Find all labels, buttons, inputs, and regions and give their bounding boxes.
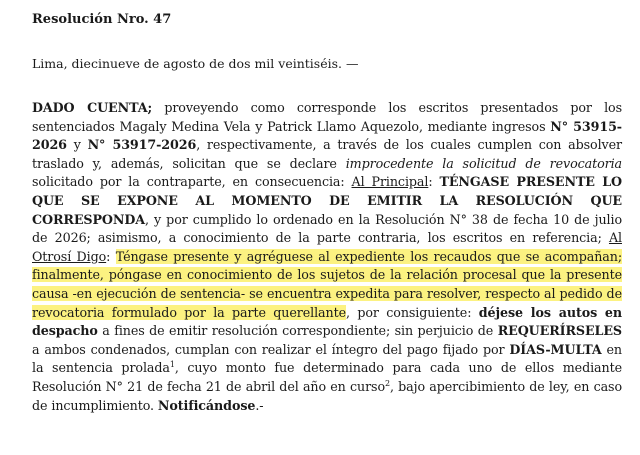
body-text: solicitado por la contraparte, en consecuencia: [32, 174, 352, 190]
footnote-ref: 2 [384, 378, 390, 388]
body-text: : [428, 174, 440, 190]
body-text: : [106, 248, 116, 264]
resolution-body [32, 99, 622, 415]
body-text: , por consiguiente: [346, 304, 479, 320]
body-text: .- [255, 397, 264, 413]
resolution-title: Resolución Nro. 47 [32, 12, 172, 27]
dias-multa-text: DÍAS-MULTA [509, 341, 602, 357]
body-text: , cuyo monto fue determinado para cada uno de ellos mediante Resolución N° 21 de fecha 21 de abril del año en curso [32, 360, 622, 394]
requeriseles-text: REQUERÍRSELES [497, 323, 622, 339]
dado-cuenta-label: DADO CUENTA; [32, 100, 153, 115]
al-otrosi-digo-label: Al Otrosí Digo [32, 230, 622, 264]
ingreso-number: N° 53915-2026 [32, 118, 622, 153]
body-text: y [66, 137, 88, 153]
footnote-ref: 1 [169, 360, 175, 370]
ingreso-number: N° 53917-2026 [87, 137, 197, 153]
body-text: en la sentencia prolada [32, 341, 622, 376]
body-text: , bajo apercibimiento de ley, en caso de incumplimiento. [32, 378, 622, 413]
despacho-text: déjese los autos en despacho [32, 304, 622, 339]
notificandose-text: Notificándose [157, 397, 256, 413]
body-text: , respectivamente, a través de los cuales cumplen con absolver traslado y, además, solicitan que se declare [32, 137, 622, 171]
tengase-presente-text: TÉNGASE PRESENTE LO QUE SE EXPONE AL MOMENTO DE EMITIR LA RESOLUCIÓN QUE CORRESPONDA [32, 174, 622, 227]
date-line: Lima, diecinueve de agosto de dos mil veintiséis. — [32, 56, 359, 71]
body-text: proveyendo como corresponde los escritos presentados por los sentenciados Magaly Medina Vela y Patrick Llamo Aquezolo, mediante ingresos [32, 100, 623, 134]
body-text: , y por cumplido lo ordenado en la Resolución N° 38 de fecha 10 de julio de 2026; asimismo, a conocimiento de la parte contraria, los escritos en referencia; [32, 211, 622, 246]
body-text: a fines de emitir resolución correspondiente; sin perjuicio de [97, 323, 498, 339]
highlighted-passage: Téngase presente y agréguese al expediente los recaudos que se acompañan; finalmente, póngase en conocimiento de los sujetos de la relación procesal que la presente causa -en ejecución de sentencia- se encuentra expedita para resolver, respecto al pedido de revocatoria formulado por la parte querellante [32, 248, 622, 320]
emphasis-text: improcedente la solicitud de revocatoria [345, 155, 622, 171]
body-text: a ambos condenados, cumplan con realizar el íntegro del pago fijado por [32, 341, 510, 357]
al-principal-label: Al Principal [351, 174, 429, 190]
